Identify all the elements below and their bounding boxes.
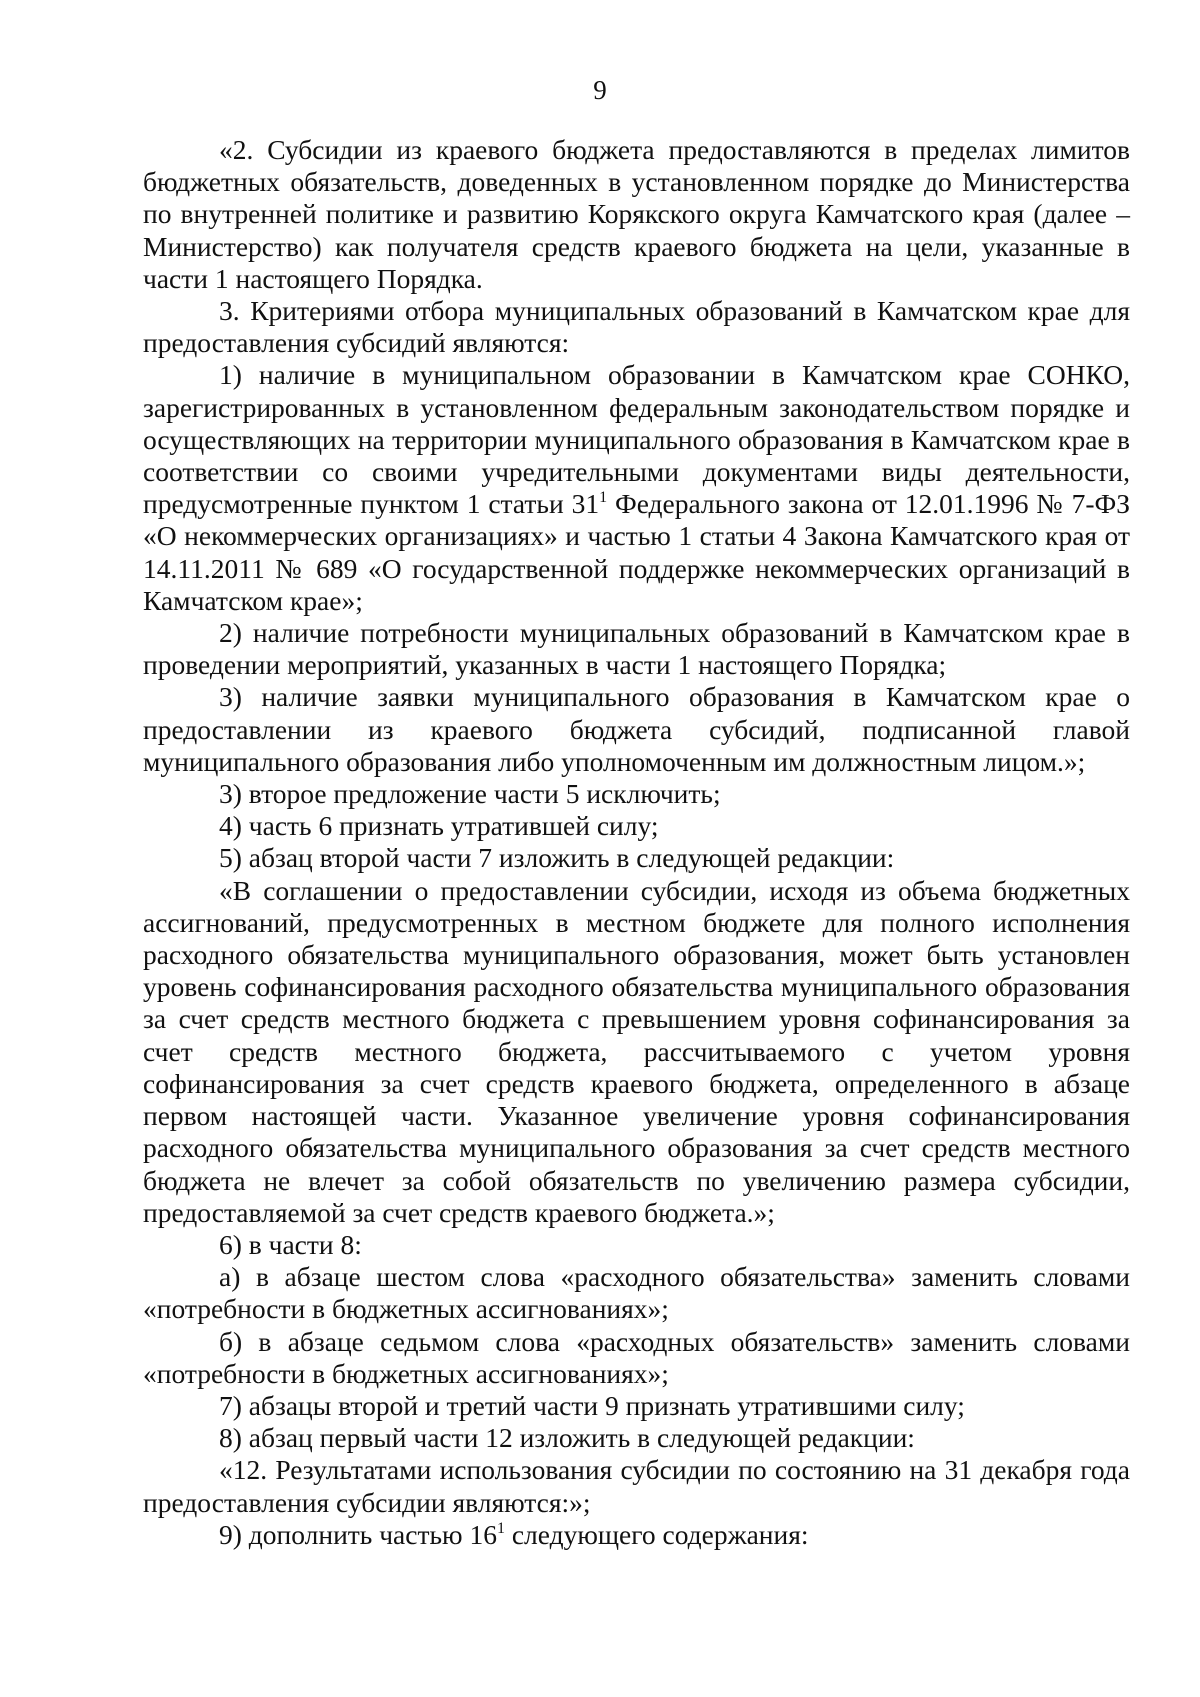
paragraph-item-8: 8) абзац первый части 12 изложить в следующей редакции: [219, 1422, 915, 1454]
paragraph-item-6a: а) в абзаце шестом слова «расходного обязательства» заменить словами «потребности в бюджетных ассигнованиях»; [143, 1261, 1130, 1325]
paragraph-item-6: 6) в части 8: [219, 1228, 362, 1260]
item-9-text-after: следующего содержания: [504, 1518, 809, 1550]
paragraph-item-7: 7) абзацы второй и третий части 9 признать утратившими силу; [219, 1389, 965, 1421]
criterion-1-text-before: 1) наличие в муниципальном образовании в Камчатском крае СОНКО, зарегистрированных в установленном федеральным законодательством порядке и осуществляющих на территории муниципального образования в Камчатском крае в соответствии со своими учредительными документами виды деятельности, предусмотренные пунктом 1 статьи 31 [143, 359, 1130, 520]
item-9-superscript: 1 [496, 1519, 505, 1537]
paragraph-item-4: 4) часть 6 признать утратившей силу; [219, 810, 659, 842]
paragraph-cofinancing: «В соглашении о предоставлении субсидии, исходя из объема бюджетных ассигнований, предусмотренных в местном бюджете для полного исполнения расходного обязательства муниципального образования, может быть установлен уровень софинансирования расходного обязательства муниципального образования за счет средств местного бюджета с превышением уровня софинансирования за счет средств местного бюджета, рассчитываемого с учетом уровня софинансирования за счет средств краевого бюджета, определенного в абзаце первом настоящей части. Указанное увеличение уровня софинансирования расходного обязательства муниципального образования за счет средств местного бюджета не влечет за собой обязательств по увеличению размера субсидии, предоставляемой за счет средств краевого бюджета.»; [143, 874, 1130, 1228]
paragraph-item-3: 3) второе предложение части 5 исключить; [219, 778, 721, 810]
paragraph-criterion-2: 2) наличие потребности муниципальных образований в Камчатском крае в проведении мероприятий, указанных в части 1 настоящего Порядка; [143, 617, 1130, 681]
document-body [143, 134, 1130, 1551]
paragraph-selection-criteria: 3. Критериями отбора муниципальных образований в Камчатском крае для предоставления субсидий являются: [143, 295, 1130, 359]
criterion-1-superscript: 1 [599, 489, 608, 507]
paragraph-item-9 [143, 1519, 1130, 1551]
page-number: 9 [593, 75, 607, 105]
paragraph-criterion-1 [143, 359, 1130, 617]
paragraph-subsidy-limits: «2. Субсидии из краевого бюджета предоставляются в пределах лимитов бюджетных обязательств, доведенных в установленном порядке до Министерства по внутренней политике и развитию Корякского округа Камчатского края (далее – Министерство) как получателя средств краевого бюджета на цели, указанные в части 1 настоящего Порядка. [143, 134, 1130, 294]
paragraph-item-5: 5) абзац второй части 7 изложить в следующей редакции: [219, 842, 895, 874]
paragraph-results: «12. Результатами использования субсидии по состоянию на 31 декабря года предоставления субсидии являются:»; [143, 1454, 1130, 1518]
item-9-text-before: 9) дополнить частью 16 [219, 1518, 497, 1550]
paragraph-item-6b: б) в абзаце седьмом слова «расходных обязательств» заменить словами «потребности в бюджетных ассигнованиях»; [143, 1325, 1130, 1389]
criterion-1-text-after: Федерального закона от 12.01.1996 № 7-ФЗ «О некоммерческих организациях» и частью 1 статьи 4 Закона Камчатского края от 14.11.2011 № 689 «О государственной поддержке некоммерческих организаций в Камчатском крае»; [143, 488, 1130, 616]
paragraph-criterion-3: 3) наличие заявки муниципального образования в Камчатском крае о предоставлении из краевого бюджета субсидий, подписанной главой муниципального образования либо уполномоченным им должностным лицом.»; [143, 681, 1130, 777]
